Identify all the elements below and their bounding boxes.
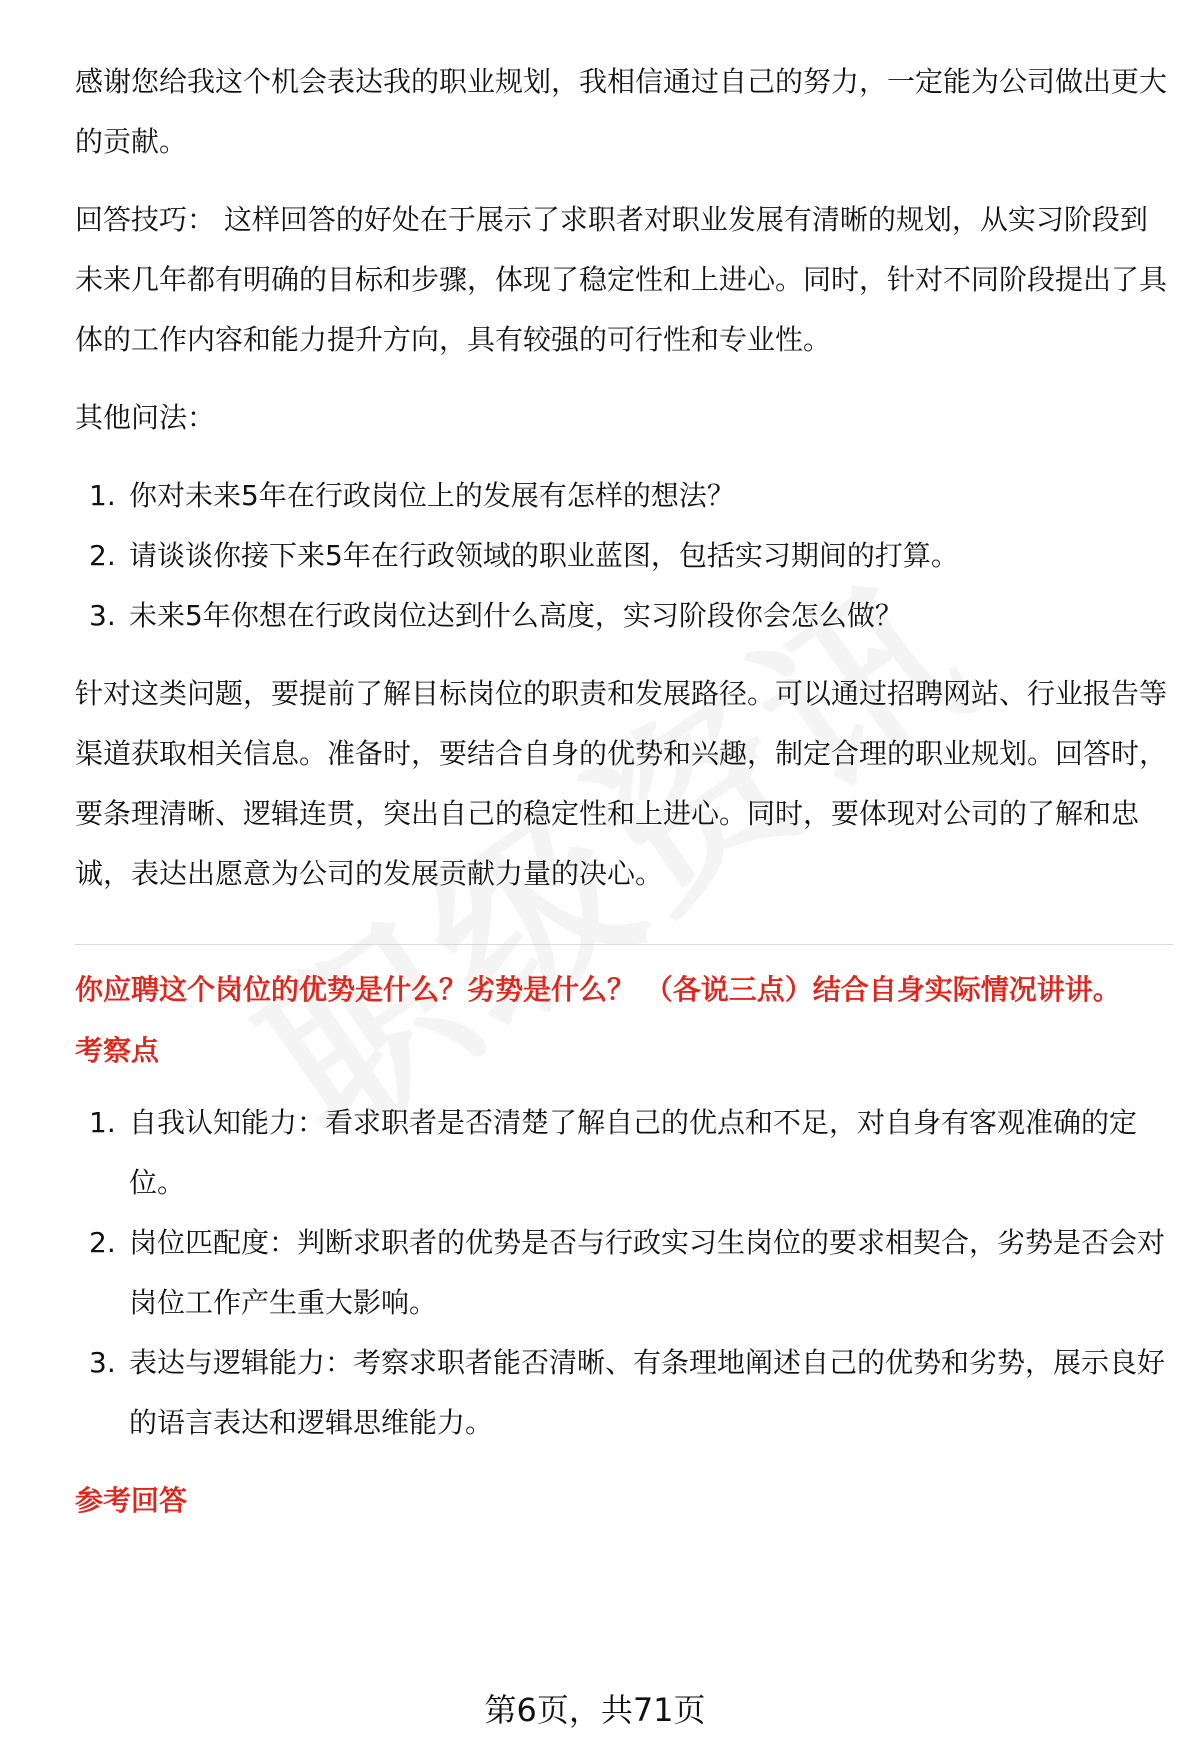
page-footer: 第6页，共71页	[484, 1691, 706, 1729]
reference-label: 参考回答	[75, 1484, 188, 1517]
list-text: 岗位匹配度：判断求职者的优势是否与行政实习生岗位的要求相契合，劣势是否会对岗位工作产生重大影响。	[129, 1226, 1166, 1319]
list-item	[75, 466, 1175, 526]
list-text: 未来5年你想在行政岗位达到什么高度，实习阶段你会怎么做？	[129, 599, 903, 632]
list-number: 2.	[89, 539, 116, 572]
list-number: 2.	[89, 1226, 116, 1259]
list-item	[75, 586, 1175, 646]
list-text: 请谈谈你接下来5年在行政领域的职业蓝图，包括实习期间的打算。	[129, 539, 959, 572]
document-page	[75, 52, 1175, 1521]
list-item	[75, 1093, 1175, 1213]
list-number: 3.	[89, 599, 116, 632]
intro-paragraph: 感谢您给我这个机会表达我的职业规划，我相信通过自己的努力，一定能为公司做出更大的贡献。	[75, 65, 1168, 158]
list-text: 自我认知能力：看求职者是否清楚了解自己的优点和不足，对自身有客观准确的定位。	[129, 1106, 1138, 1199]
list-text: 你对未来5年在行政岗位上的发展有怎样的想法？	[129, 479, 735, 512]
advice-paragraph: 针对这类问题，要提前了解目标岗位的职责和发展路径。可以通过招聘网站、行业报告等渠道获取相关信息。准备时，要结合自身的优势和兴趣，制定合理的职业规划。回答时，要条理清晰、逻辑连贯，突出自己的稳定性和上进心。同时，要体现对公司的了解和忠诚，表达出愿意为公司的发展贡献力量的决心。	[75, 677, 1168, 890]
list-text: 表达与逻辑能力：考察求职者能否清晰、有条理地阐述自己的优势和劣势，展示良好的语言表达和逻辑思维能力。	[129, 1346, 1166, 1439]
other-questions-label: 其他问法：	[75, 401, 216, 434]
list-number: 1.	[89, 479, 116, 512]
examine-points-list	[75, 1093, 1175, 1453]
list-number: 3.	[89, 1346, 116, 1379]
section-divider	[75, 944, 1173, 945]
list-item	[75, 1333, 1175, 1453]
list-item	[75, 1213, 1175, 1333]
tips-paragraph: 回答技巧： 这样回答的好处在于展示了求职者对职业发展有清晰的规划，从实习阶段到未来几年都有明确的目标和步骤，体现了稳定性和上进心。同时，针对不同阶段提出了具体的工作内容和能力提升方向，具有较强的可行性和专业性。	[75, 203, 1168, 356]
examine-label: 考察点	[75, 1034, 160, 1067]
list-number: 1.	[89, 1106, 116, 1139]
question-title: 你应聘这个岗位的优势是什么？劣势是什么？ （各说三点）结合自身实际情况讲讲。	[75, 973, 1121, 1006]
list-item	[75, 526, 1175, 586]
other-questions-list	[75, 466, 1175, 646]
